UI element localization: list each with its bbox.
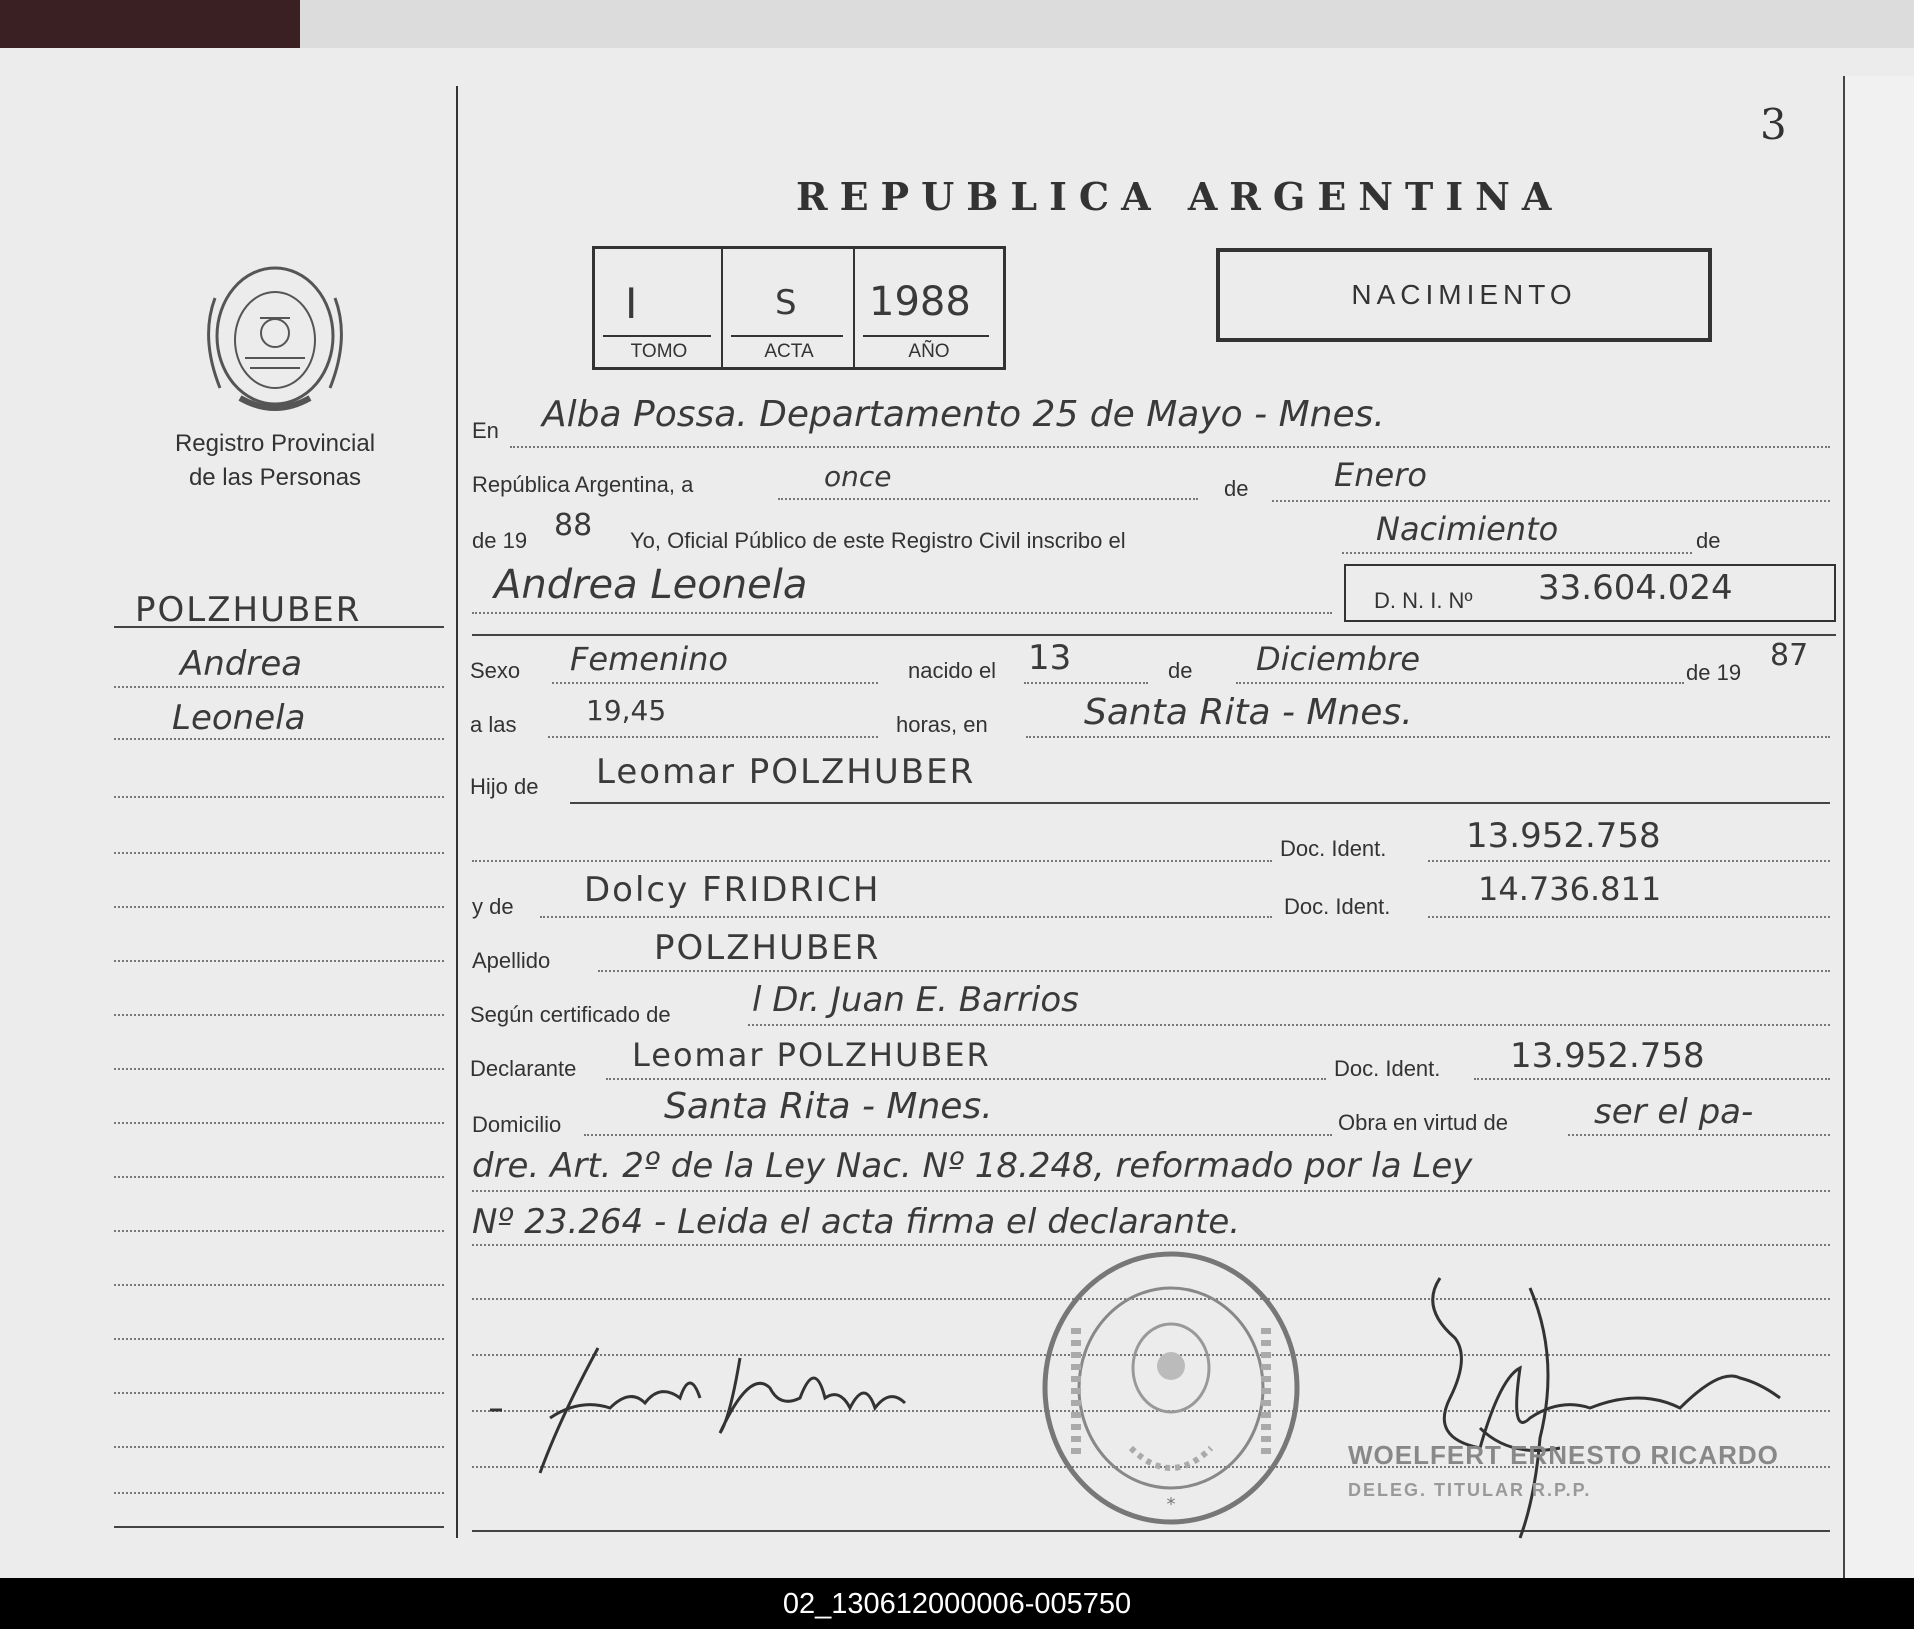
- father-doc-label: Doc. Ident.: [1280, 836, 1387, 861]
- left-bottom-rule: [114, 1526, 444, 1528]
- de19-label: de 19: [472, 528, 528, 553]
- left-dotted-line: [114, 1392, 444, 1394]
- left-dotted-line: [114, 1284, 444, 1286]
- inscribo-dotted-line: [1342, 552, 1692, 554]
- declarante-value: Leomar POLZHUBER: [632, 1036, 991, 1074]
- tomo-label: TOMO: [630, 341, 688, 362]
- father-name-value: Leomar POLZHUBER: [596, 752, 976, 792]
- obra-value-2: dre. Art. 2º de la Ley Nac. Nº 18.248, reformado por la Ley: [472, 1146, 1473, 1186]
- segun-dotted-line: [748, 1024, 1830, 1026]
- scan-identifier: 02_130612000006-005750: [0, 1580, 1914, 1629]
- left-dotted-line: [114, 1230, 444, 1232]
- section-rule: [472, 634, 1836, 636]
- day-written-value: once: [824, 460, 892, 493]
- registry-name-line2: de las Personas: [188, 464, 362, 491]
- document-title: REPUBLICA ARGENTINA: [796, 174, 1564, 219]
- birth-month-value: Diciembre: [1256, 640, 1421, 678]
- left-dotted-line: [114, 1176, 444, 1178]
- provincial-seal-icon: [200, 258, 350, 418]
- svg-text:*: *: [1166, 1494, 1176, 1515]
- dni-value: 33.604.024: [1538, 568, 1733, 608]
- obra-dotted-line-2: [472, 1190, 1830, 1192]
- tomo-value: I: [625, 279, 638, 328]
- birth-place-value: Santa Rita - Mnes.: [1084, 692, 1413, 733]
- registry-stamp-icon: [1036, 1248, 1306, 1528]
- left-dotted-line: [114, 738, 444, 740]
- official-name: WOELFERT ERNESTO RICARDO: [1348, 1440, 1779, 1470]
- segun-label: Según certificado de: [470, 1002, 671, 1027]
- de-label: de: [1224, 476, 1249, 501]
- inscribo-value: Nacimiento: [1376, 510, 1559, 548]
- domicilio-value: Santa Rita - Mnes.: [664, 1086, 993, 1127]
- left-dotted-line: [114, 1068, 444, 1070]
- mother-name-value: Dolcy FRIDRICH: [584, 870, 881, 910]
- child-name-dotted-line: [472, 612, 1332, 614]
- acta-label: ACTA: [764, 341, 814, 362]
- acta-value: S: [775, 283, 797, 323]
- acta-cell: [723, 249, 855, 367]
- apellido-value: POLZHUBER: [654, 928, 881, 968]
- obra-label: Obra en virtud de: [1338, 1110, 1508, 1135]
- record-type-box: NACIMIENTO: [1216, 248, 1712, 342]
- page-edge: [1843, 76, 1914, 1578]
- ano-value: 1988: [869, 279, 971, 325]
- de-end-label: de: [1696, 528, 1721, 553]
- birth-time-value: 19,45: [586, 694, 667, 727]
- birth-time-dotted-line: [548, 736, 878, 738]
- left-dotted-line: [114, 1338, 444, 1340]
- domicilio-label: Domicilio: [472, 1112, 562, 1137]
- declarante-doc-dotted-line: [1474, 1078, 1830, 1080]
- nacido-label: nacido el: [908, 658, 997, 683]
- birth-day-value: 13: [1028, 638, 1072, 678]
- declarante-label: Declarante: [470, 1056, 577, 1081]
- horas-label: horas, en: [896, 712, 988, 737]
- left-dotted-line: [114, 1014, 444, 1016]
- obra-dotted-line: [1568, 1134, 1830, 1136]
- segun-value: l Dr. Juan E. Barrios: [752, 980, 1079, 1020]
- domicilio-dotted-line: [584, 1134, 1332, 1136]
- apellido-dotted-line: [598, 970, 1830, 972]
- declarante-doc-label: Doc. Ident.: [1334, 1056, 1441, 1081]
- record-number-box: [592, 246, 1006, 370]
- declarant-signature-icon: [480, 1338, 950, 1478]
- yde-label: y de: [472, 894, 514, 919]
- declarante-doc-value: 13.952.758: [1510, 1036, 1705, 1076]
- official-title: DELEG. TITULAR R.P.P.: [1348, 1480, 1592, 1500]
- left-second-name: Leonela: [172, 698, 306, 738]
- left-dotted-line: [114, 906, 444, 908]
- father-name-rule: [570, 802, 1830, 804]
- mother-doc-value: 14.736.811: [1478, 870, 1662, 908]
- year-suffix-value: 88: [554, 508, 593, 543]
- birth-place-dotted-line: [1026, 736, 1830, 738]
- father-extra-dotted-line: [472, 860, 1272, 862]
- left-surname-rule: [114, 626, 444, 628]
- dni-box: [1344, 564, 1836, 622]
- binding-edge: [0, 0, 300, 48]
- sexo-dotted-line: [552, 682, 878, 684]
- official-signature-icon: [1360, 1248, 1820, 1548]
- hijo-label: Hijo de: [470, 774, 539, 799]
- mother-doc-label: Doc. Ident.: [1284, 894, 1391, 919]
- registry-name-line1: Registro Provincial: [174, 430, 376, 457]
- left-dotted-line: [114, 796, 444, 798]
- republica-label: República Argentina, a: [472, 472, 694, 497]
- yo-label: Yo, Oficial Público de este Registro Civil inscribo el: [630, 528, 1126, 553]
- left-panel-divider: [456, 86, 458, 1538]
- left-surname: POLZHUBER: [135, 590, 362, 630]
- en-dotted-line: [510, 446, 1830, 448]
- left-dotted-line: [114, 1446, 444, 1448]
- en-value: Alba Possa. Departamento 25 de Mayo - Mnes.: [542, 394, 1385, 435]
- left-dotted-line: [114, 1492, 444, 1494]
- birth-day-dotted-line: [1024, 682, 1148, 684]
- left-dotted-line: [114, 1122, 444, 1124]
- left-first-name: Andrea: [180, 644, 303, 684]
- apellido-label: Apellido: [472, 948, 551, 973]
- day-dotted-line: [778, 498, 1198, 500]
- father-doc-value: 13.952.758: [1466, 816, 1661, 856]
- child-name-value: Andrea Leonela: [494, 562, 808, 608]
- sexo-value: Femenino: [570, 640, 728, 678]
- month-written-value: Enero: [1334, 456, 1427, 494]
- tomo-cell: [595, 249, 723, 367]
- alas-label: a las: [470, 712, 517, 737]
- ano-label: AÑO: [908, 341, 950, 362]
- page-number: 3: [1760, 100, 1787, 149]
- mother-name-dotted-line: [540, 916, 1272, 918]
- birth-month-dotted-line: [1236, 682, 1684, 684]
- left-dotted-line: [114, 960, 444, 962]
- obra-value-1: ser el pa-: [1594, 1092, 1754, 1132]
- birth-de19-label: de 19: [1686, 660, 1742, 685]
- birth-de-label: de: [1168, 658, 1193, 683]
- dni-label: D. N. I. Nº: [1374, 588, 1473, 613]
- declarante-dotted-line: [606, 1078, 1326, 1080]
- father-doc-dotted-line: [1428, 860, 1830, 862]
- birth-year-suffix-value: 87: [1770, 638, 1809, 673]
- document-page: [0, 48, 1914, 1578]
- mother-doc-dotted-line: [1428, 916, 1830, 918]
- left-dotted-line: [114, 852, 444, 854]
- left-dotted-line: [114, 686, 444, 688]
- obra-dotted-line-3: [472, 1244, 1830, 1246]
- sexo-label: Sexo: [470, 658, 521, 683]
- month-dotted-line: [1272, 500, 1830, 502]
- obra-value-3: Nº 23.264 - Leida el acta firma el declarante.: [472, 1202, 1241, 1242]
- en-label: En: [472, 418, 499, 443]
- ano-cell: [855, 249, 1003, 367]
